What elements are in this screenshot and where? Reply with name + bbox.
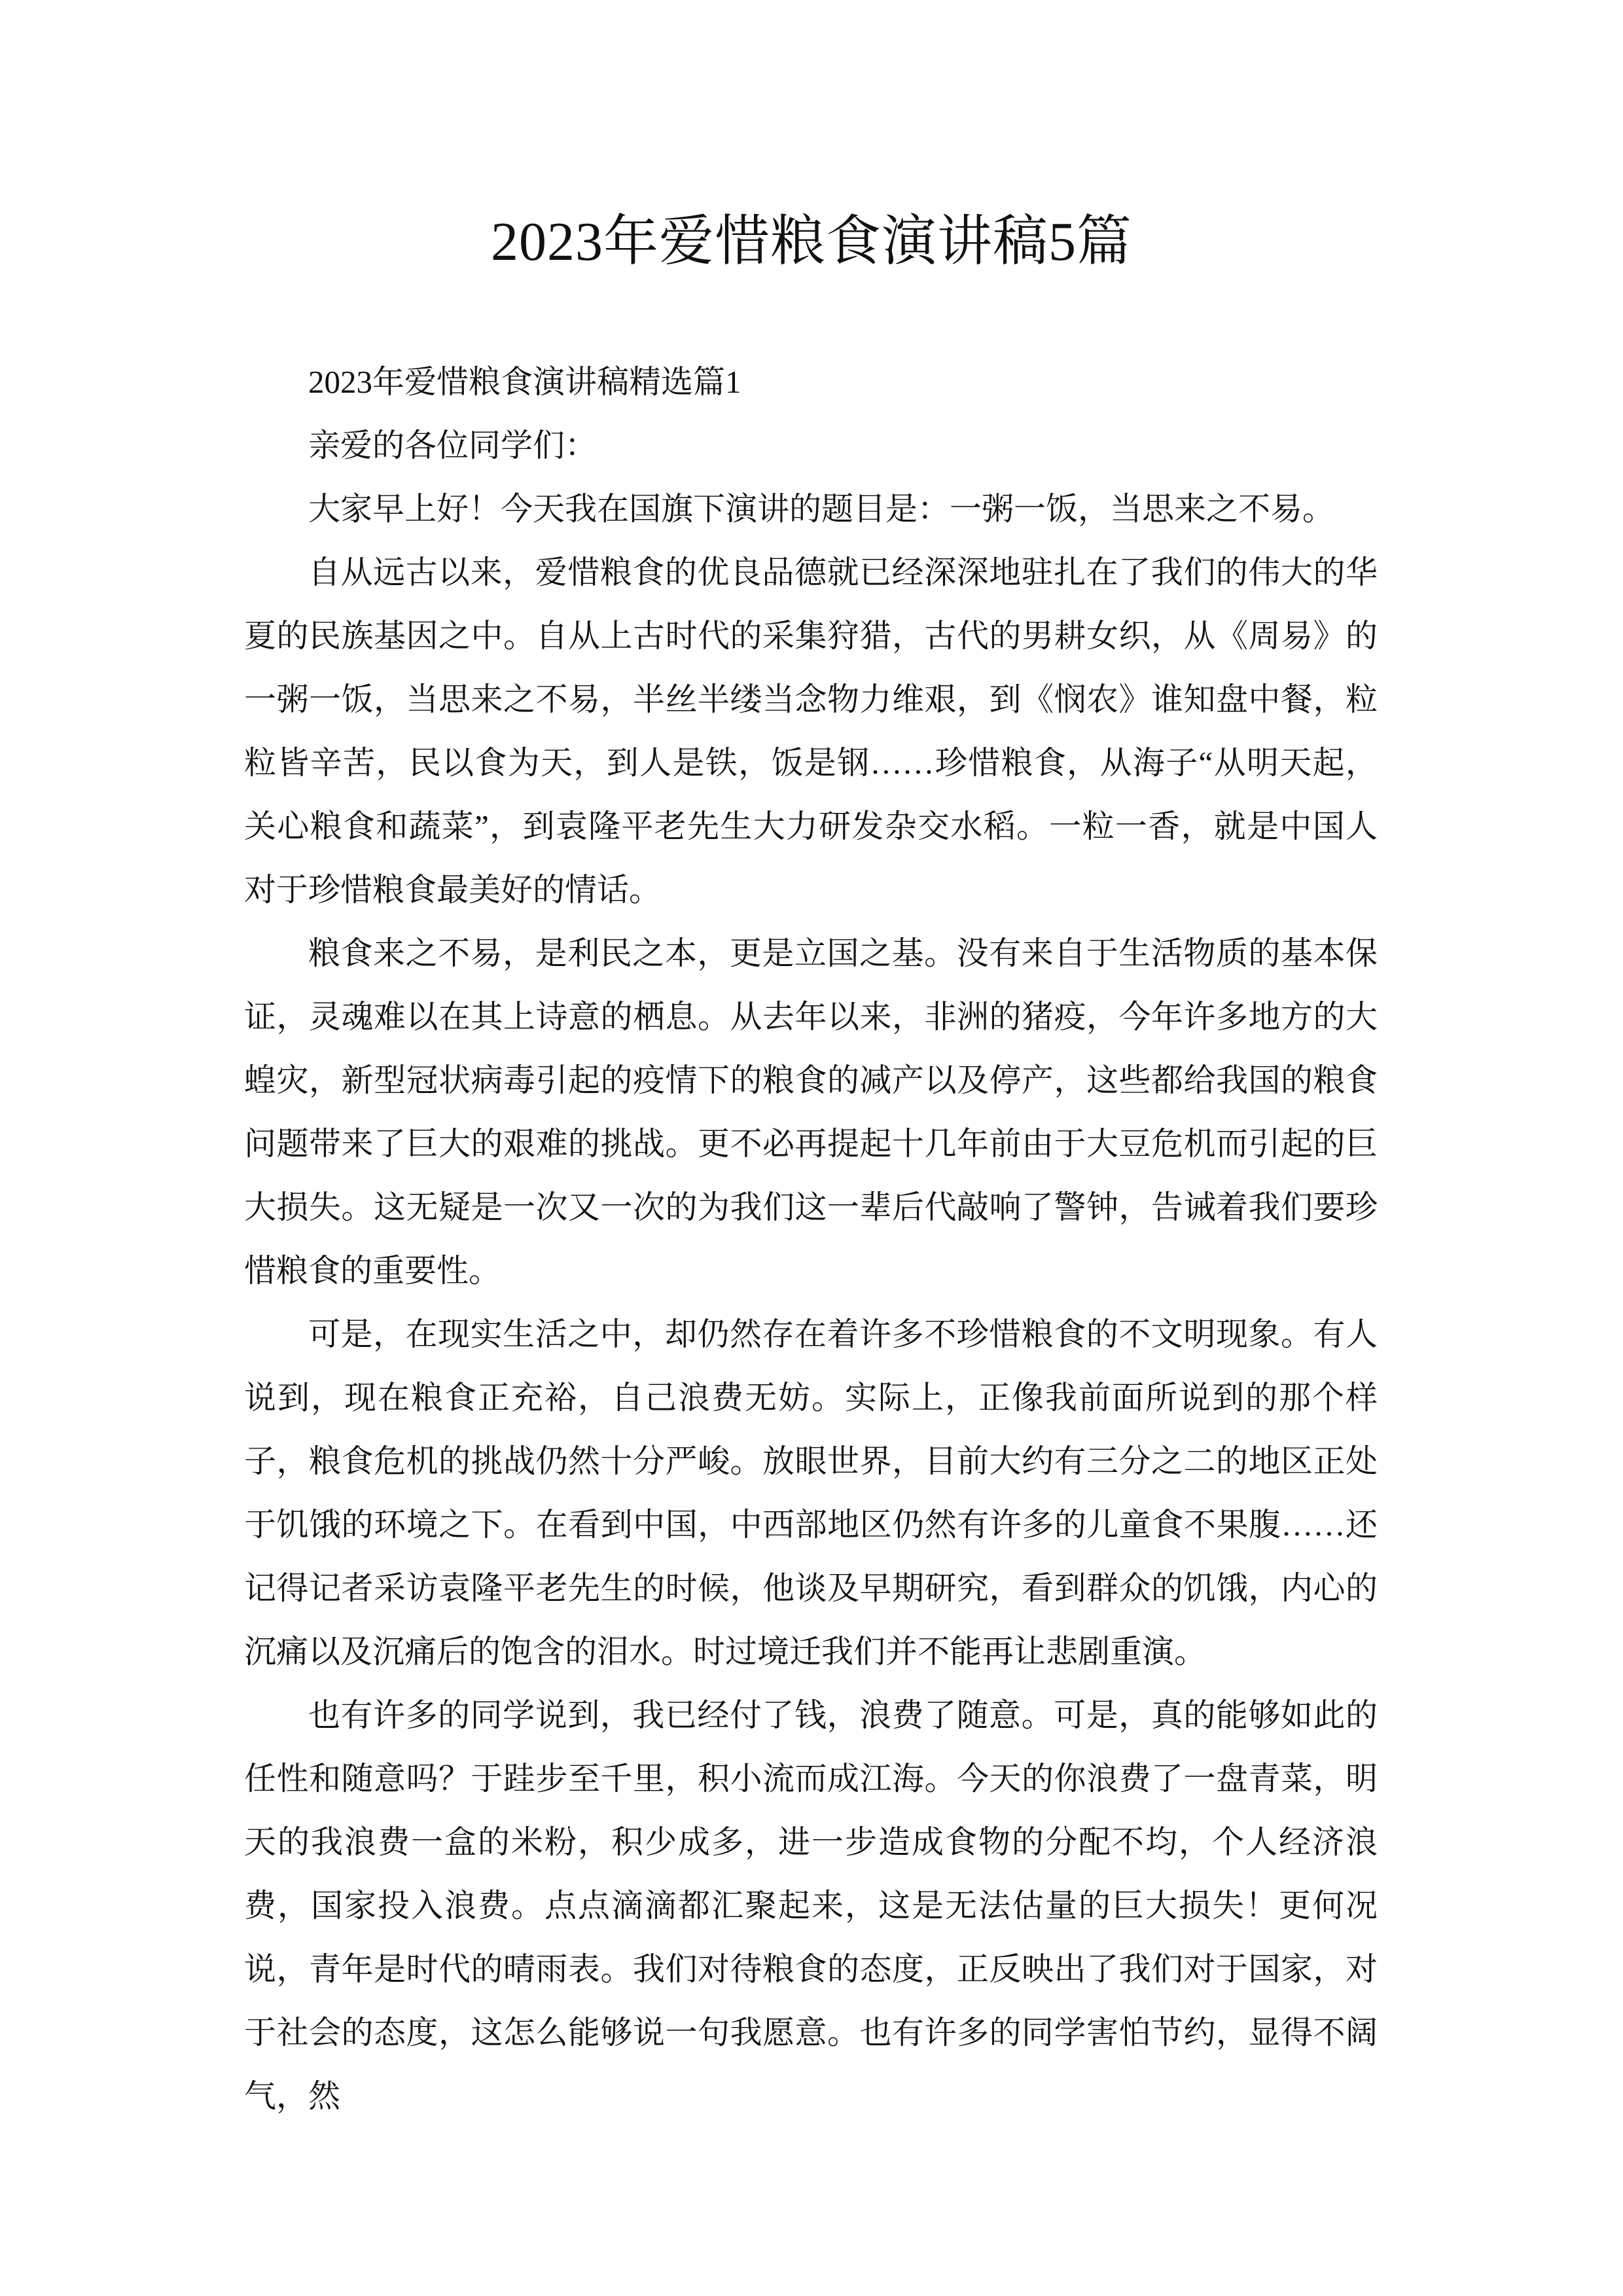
section-heading: 2023年爱惜粮食演讲稿精选篇1: [308, 364, 741, 400]
paragraph: 可是，在现实生活之中，却仍然存在着许多不珍惜粮食的不文明现象。有人说到，现在粮食正充裕，自己浪费无妨。实际上，正像我前面所说到的那个样子，粮食危机的挑战仍然十分严峻。放眼世界，目前大约有三分之二的地区正处于饥饿的环境之下。在看到中国，中西部地区仍然有许多的儿童食不果腹……还记得记者采访袁隆平老先生的时候，他谈及早期研究，看到群众的饥饿，内心的沉痛以及沉痛后的饱含的泪水。时过境迁我们并不能再让悲剧重演。: [244, 1316, 1378, 1670]
paragraph: 也有许多的同学说到，我已经付了钱，浪费了随意。可是，真的能够如此的任性和随意吗？于跬步至千里，积小流而成江海。今天的你浪费了一盘青菜，明天的我浪费一盒的米粉，积少成多，进一步造成食物的分配不均，个人经济浪费，国家投入浪费。点点滴滴都汇聚起来，这是无法估量的巨大损失！更何况说，青年是时代的晴雨表。我们对待粮食的态度，正反映出了我们对于国家，对于社会的态度，这怎么能够说一句我愿意。也有许多的同学害怕节约，显得不阔气，然: [244, 1697, 1378, 2114]
paragraph: 粮食来之不易，是利民之本，更是立国之基。没有来自于生活物质的基本保证，灵魂难以在其上诗意的栖息。从去年以来，非洲的猪疫，今年许多地方的大蝗灾，新型冠状病毒引起的疫情下的粮食的减产以及停产，这些都给我国的粮食问题带来了巨大的艰难的挑战。更不必再提起十几年前由于大豆危机而引起的巨大损失。这无疑是一次又一次的为我们这一辈后代敲响了警钟，告诫着我们要珍惜粮食的重要性。: [244, 935, 1378, 1289]
paragraph: 自从远古以来，爱惜粮食的优良品德就已经深深地驻扎在了我们的伟大的华夏的民族基因之中。自从上古时代的采集狩猎，古代的男耕女织，从《周易》的一粥一饭，当思来之不易，半丝半缕当念物力维艰，到《悯农》谁知盘中餐，粒粒皆辛苦，民以食为天，到人是铁，饭是钢……珍惜粮食，从海子“从明天起，关心粮食和蔬菜”，到袁隆平老先生大力研发杂交水稻。一粒一香，就是中国人对于珍惜粮食最美好的情话。: [244, 554, 1378, 908]
document-title: 2023年爱惜粮食演讲稿5篇: [490, 211, 1132, 272]
greeting: 亲爱的各位同学们：: [308, 427, 597, 463]
paragraph: 大家早上好！今天我在国旗下演讲的题目是：一粥一饭，当思来之不易。: [308, 491, 1335, 527]
document-body: [244, 350, 1378, 2128]
